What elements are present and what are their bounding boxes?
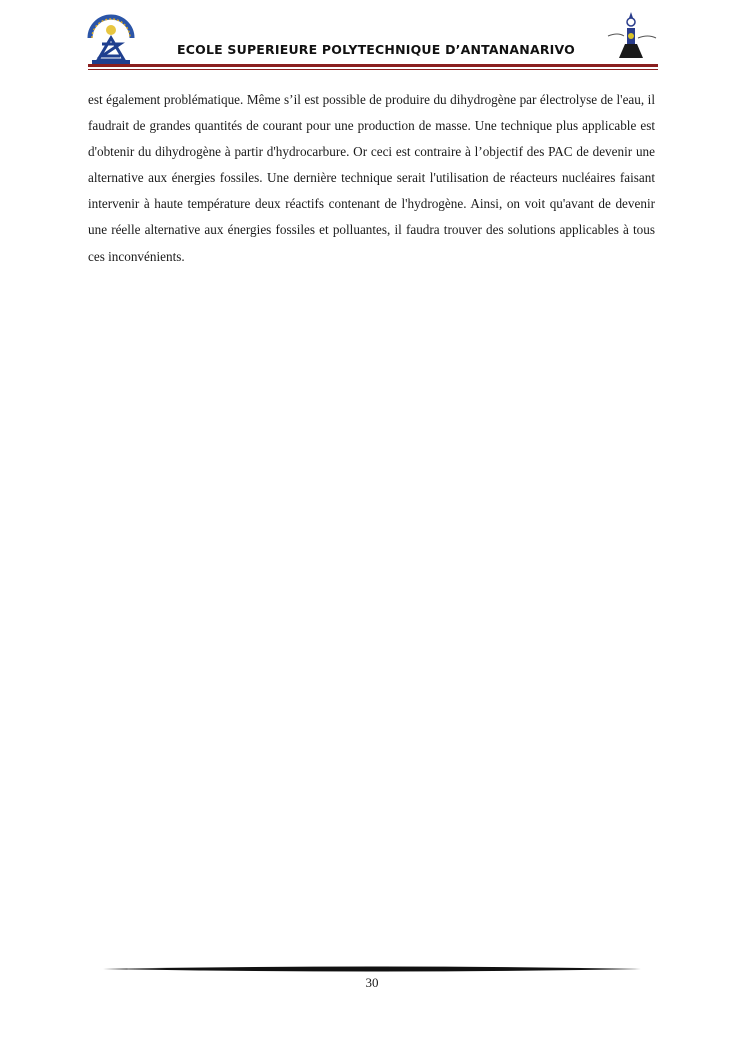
industrial-engineering-logo xyxy=(604,8,658,66)
header-divider xyxy=(88,64,658,67)
page-header xyxy=(86,8,658,70)
header-title: ECOLE SUPERIEURE POLYTECHNIQUE D’ANTANANARIVO xyxy=(177,42,575,57)
body-paragraph: est également problématique. Même s’il est possible de produire du dihydrogène par électrolyse de l'eau, il faudrait de grandes quantités de courant pour une production de masse. Une technique plus applicable est d'obtenir du dihydrogène à partir d'hydrocarbure. Or ceci est contraire à l’objectif des PAC de devenir une alternative aux énergies fossiles. Une dernière technique serait l'utilisation de réacteurs nucléaires faisant intervenir à haute température deux réactifs contenant de l'hydrogène. Ainsi, on voit qu'avant de devenir une réelle alternative aux énergies fossiles et polluantes, il faudra trouver des solutions applicables à tous ces inconvénients. xyxy=(88,92,655,264)
school-crest-logo xyxy=(86,8,136,66)
page-number: 30 xyxy=(365,975,379,990)
header-divider-thin xyxy=(88,69,658,70)
footer-divider xyxy=(103,965,641,973)
